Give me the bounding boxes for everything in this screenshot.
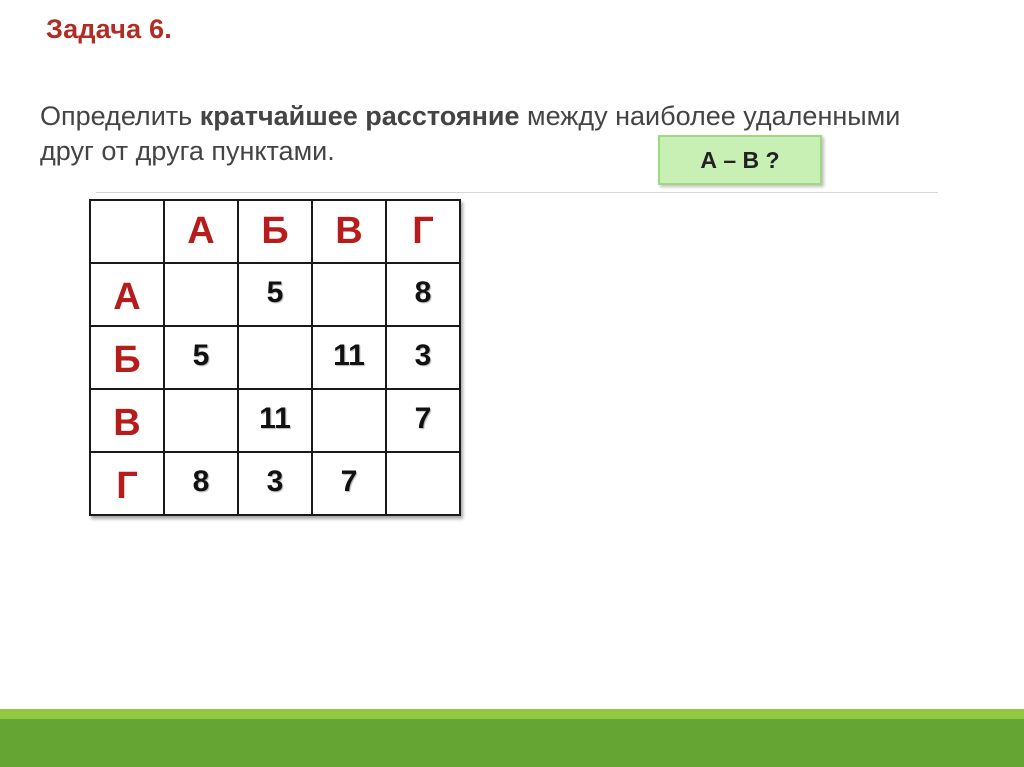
question-box: А – В ? (658, 135, 822, 185)
row-header: Г (90, 452, 164, 515)
table-cell: 5 (238, 263, 312, 326)
row-header: А (90, 263, 164, 326)
table-cell: 3 (386, 326, 460, 389)
table-row (90, 452, 460, 515)
task-text (40, 99, 1010, 169)
table-row (90, 263, 460, 326)
table-cell (164, 389, 238, 452)
column-header: Г (386, 200, 460, 263)
table-cell (238, 326, 312, 389)
table-row (90, 326, 460, 389)
footer-accent-bar (0, 709, 1024, 719)
table-row (90, 389, 460, 452)
footer-bar (0, 719, 1024, 767)
table-cell (386, 452, 460, 515)
table-cell: 5 (164, 326, 238, 389)
task-prefix: Определить (40, 101, 200, 131)
slide-title: Задача 6. (46, 14, 172, 44)
distance-table (89, 199, 461, 516)
column-header: В (312, 200, 386, 263)
table-cell: 3 (238, 452, 312, 515)
table-cell (164, 263, 238, 326)
corner-cell (90, 200, 164, 263)
table-cell: 11 (312, 326, 386, 389)
task-line2: друг от друга пунктами. (40, 136, 335, 166)
table-header-row (90, 200, 460, 263)
table-cell: 7 (312, 452, 386, 515)
column-header: Б (238, 200, 312, 263)
row-header: Б (90, 326, 164, 389)
table-cell: 7 (386, 389, 460, 452)
divider-line (96, 192, 938, 193)
table-cell: 11 (238, 389, 312, 452)
task-emphasis: кратчайшее расстояние (199, 101, 520, 131)
table-cell (312, 263, 386, 326)
table-cell: 8 (386, 263, 460, 326)
task-line1-suffix: между наиболее удаленными (519, 101, 901, 131)
row-header: В (90, 389, 164, 452)
table-cell: 8 (164, 452, 238, 515)
table-cell (312, 389, 386, 452)
column-header: А (164, 200, 238, 263)
